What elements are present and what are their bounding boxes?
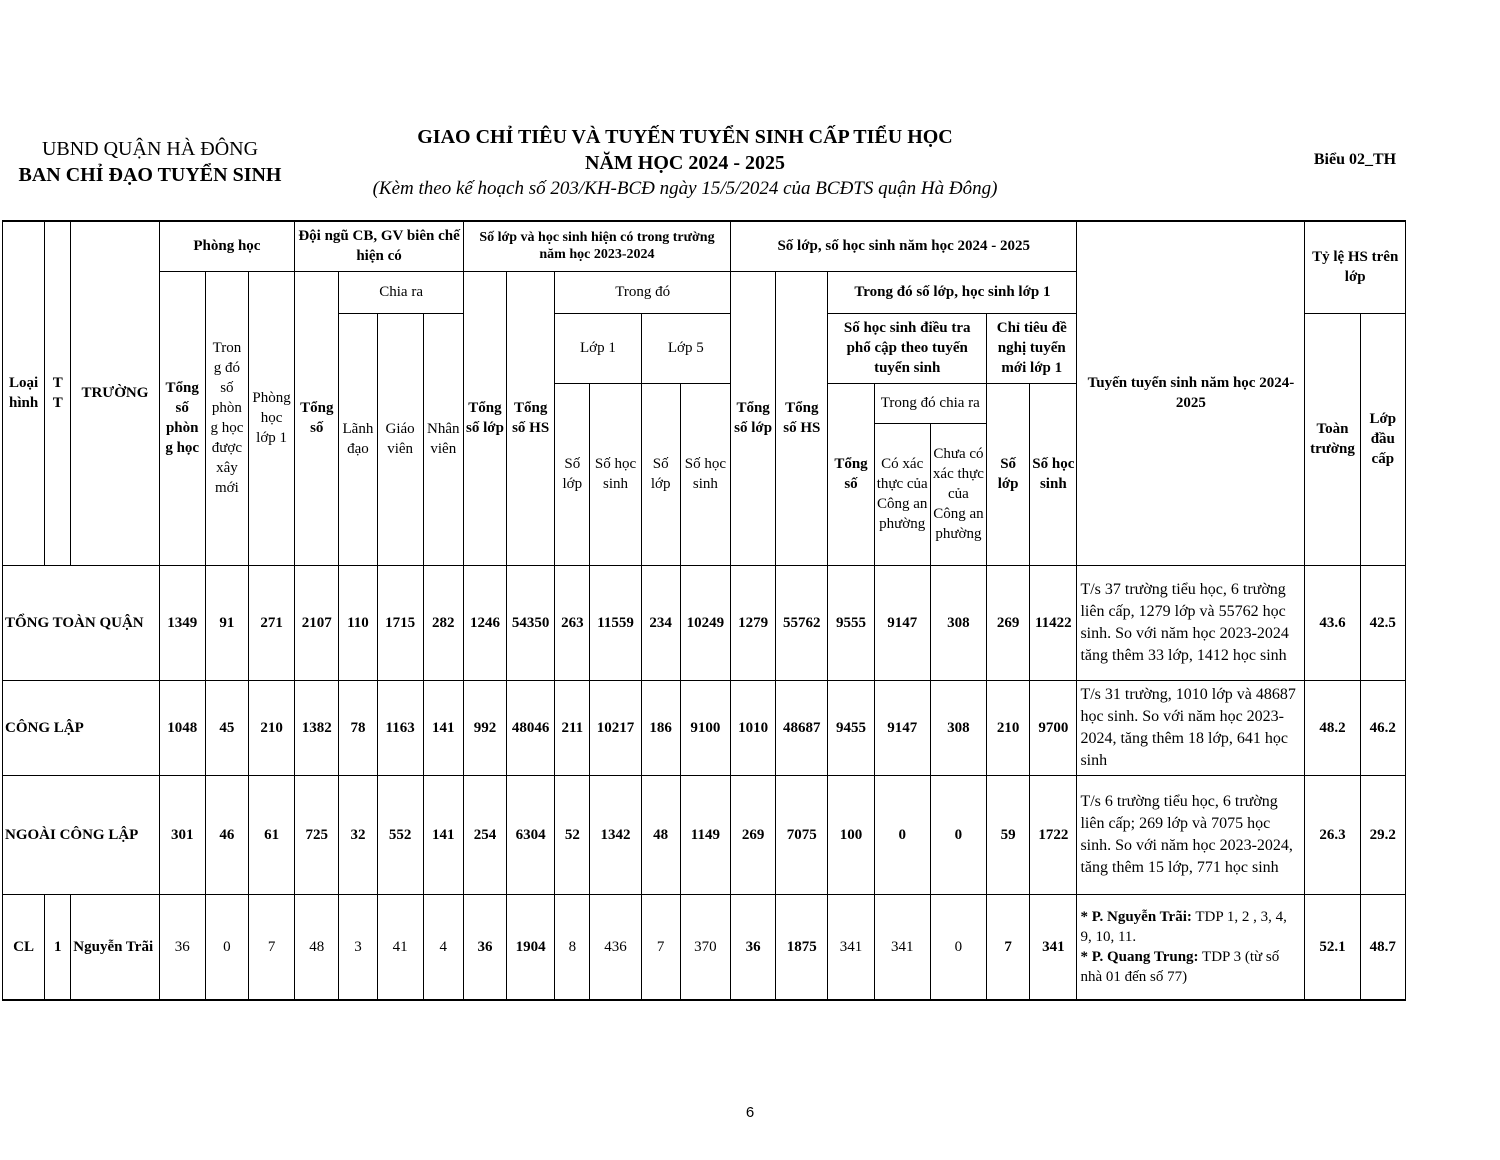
document-title: GIAO CHỈ TIÊU VÀ TUYẾN TUYỂN SINH CẤP TIỂU HỌC	[417, 126, 953, 148]
col-doi-ngu-tong-so: Tổng số	[295, 271, 339, 565]
page-number: 6	[745, 1104, 755, 1121]
col-tt: T T	[45, 221, 71, 565]
col-lanh-dao: Lãnh đạo	[339, 313, 377, 565]
cell: 10217	[590, 680, 641, 775]
col-nam-hoc-moi: Số lớp, số học sinh năm học 2024 - 2025	[731, 221, 1077, 271]
cell: 1163	[377, 680, 423, 775]
cell: 1048	[159, 680, 205, 775]
cell: 370	[680, 894, 730, 1000]
cell: 9100	[680, 680, 730, 775]
cell: 1246	[463, 565, 506, 680]
col-lop1-so-hs: Số học sinh	[590, 383, 641, 565]
cell: 9455	[828, 680, 874, 775]
issuing-organization	[0, 136, 300, 188]
cell: 1279	[731, 565, 776, 680]
cell: 282	[423, 565, 463, 680]
route-2-text: TDP 3 (từ số nhà 01 đến số 77)	[1080, 948, 1280, 985]
school-year-title: NĂM HỌC 2024 - 2025	[585, 152, 785, 174]
route-2-label: * P. Quang Trung:	[1080, 948, 1199, 965]
cell: 48046	[507, 680, 555, 775]
cell: 436	[590, 894, 641, 1000]
school-type: CL	[3, 894, 45, 1000]
cell: 41	[377, 894, 423, 1000]
cell: 7	[641, 894, 680, 1000]
cell: 210	[987, 680, 1030, 775]
cell: 141	[423, 775, 463, 894]
col-trong-do-lop1: Trong đó số lớp, học sinh lớp 1	[828, 271, 1077, 313]
table-row	[3, 680, 1406, 775]
cell: 7	[248, 894, 294, 1000]
col-phong-hoc: Phòng học	[159, 221, 295, 271]
col-doi-ngu: Đội ngũ CB, GV biên chế hiện có	[295, 221, 464, 271]
ratio-cell: 48.7	[1360, 894, 1405, 1000]
col-lop1: Lớp 1	[555, 313, 641, 383]
row-label: CÔNG LẬP	[3, 680, 160, 775]
school-tt: 1	[45, 894, 71, 1000]
cell: 45	[205, 680, 248, 775]
col-lop5-so-hs: Số học sinh	[680, 383, 730, 565]
cell: 100	[828, 775, 874, 894]
cell: 269	[731, 775, 776, 894]
cell: 59	[987, 775, 1030, 894]
cell: 48	[295, 894, 339, 1000]
col-tong-so-lop: Tổng số lớp	[463, 271, 506, 565]
cell: 48	[641, 775, 680, 894]
cell: 46	[205, 775, 248, 894]
cell: 1722	[1030, 775, 1077, 894]
route-line-2	[1080, 947, 1301, 987]
ratio-cell: 42.5	[1360, 565, 1405, 680]
route-1-text: TDP 1, 2 , 3, 4, 9, 10, 11.	[1080, 908, 1287, 945]
school-name: Nguyễn Trãi	[71, 894, 159, 1000]
cell: 1010	[731, 680, 776, 775]
cell: 4	[423, 894, 463, 1000]
cell: 1382	[295, 680, 339, 775]
col-hien-co: Số lớp và học sinh hiện có trong trường năm học 2023-2024	[463, 221, 730, 271]
cell: 36	[159, 894, 205, 1000]
col-lop5: Lớp 5	[641, 313, 730, 383]
document-subtitle: (Kèm theo kế hoạch số 203/KH-BCĐ ngày 15/5/2024 của BCĐTS quận Hà Đông)	[372, 178, 998, 199]
enrollment-table	[2, 220, 1406, 1001]
school-row	[3, 894, 1406, 1000]
col-loai-hinh: Loại hình	[3, 221, 45, 565]
org-line-1: UBND QUẬN HÀ ĐÔNG	[41, 138, 259, 160]
cell: 7075	[776, 775, 828, 894]
cell: 234	[641, 565, 680, 680]
cell: 48687	[776, 680, 828, 775]
form-code: Biểu 02_TH	[1313, 151, 1397, 168]
cell: 110	[339, 565, 377, 680]
col-dieu-tra-tong-so: Tổng số	[828, 383, 874, 565]
document-title-block	[330, 124, 1040, 202]
col-dieu-tra: Số học sinh điều tra phổ cập theo tuyến tuyển sinh	[828, 313, 987, 383]
ratio-cell: 29.2	[1360, 775, 1405, 894]
row-label: NGOÀI CÔNG LẬP	[3, 775, 160, 894]
cell: 725	[295, 775, 339, 894]
cell: 263	[555, 565, 590, 680]
cell: 91	[205, 565, 248, 680]
col-tong-so-phong: Tổng số phòn g học	[159, 271, 205, 565]
cell: 61	[248, 775, 294, 894]
col-tong-so-hs-moi: Tổng số HS	[776, 271, 828, 565]
col-giao-vien: Giáo viên	[377, 313, 423, 565]
cell: 1904	[507, 894, 555, 1000]
table-row	[3, 775, 1406, 894]
col-toan-truong: Toàn trường	[1305, 313, 1360, 565]
col-ct-so-lop: Số lớp	[987, 383, 1030, 565]
cell: 308	[930, 565, 986, 680]
col-truong: TRƯỜNG	[71, 221, 159, 565]
cell: 552	[377, 775, 423, 894]
cell: 54350	[507, 565, 555, 680]
cell: 308	[930, 680, 986, 775]
cell: 9700	[1030, 680, 1077, 775]
route-line-1	[1080, 907, 1301, 947]
cell: 9147	[874, 565, 930, 680]
row-label: TỔNG TOÀN QUẬN	[3, 565, 160, 680]
route-description: T/s 31 trường, 1010 lớp và 48687 học sinh. So với năm học 2023-2024, tăng thêm 18 lớp, 641 học sinh	[1077, 680, 1305, 775]
table-row	[3, 565, 1406, 680]
cell: 9555	[828, 565, 874, 680]
ratio-cell: 26.3	[1305, 775, 1360, 894]
col-trong-do-chia-ra: Trong đó chia ra	[874, 383, 986, 423]
cell: 32	[339, 775, 377, 894]
col-ct-so-hs: Số học sinh	[1030, 383, 1077, 565]
col-lop5-so-lop: Số lớp	[641, 383, 680, 565]
cell: 11559	[590, 565, 641, 680]
col-tuyen: Tuyến tuyển sinh năm học 2024-2025	[1077, 221, 1305, 565]
cell: 1342	[590, 775, 641, 894]
col-chua-xac-thuc: Chưa có xác thực của Công an phường	[930, 423, 986, 565]
col-tong-so-lop-moi: Tổng số lớp	[731, 271, 776, 565]
ratio-cell: 46.2	[1360, 680, 1405, 775]
cell: 7	[987, 894, 1030, 1000]
cell: 992	[463, 680, 506, 775]
school-route	[1077, 894, 1305, 1000]
cell: 301	[159, 775, 205, 894]
col-ty-le: Tỷ lệ HS trên lớp	[1305, 221, 1406, 313]
col-tong-so-hs: Tổng số HS	[507, 271, 555, 565]
col-lop-dau-cap: Lớp đầu cấp	[1360, 313, 1405, 565]
cell: 0	[930, 894, 986, 1000]
cell: 341	[874, 894, 930, 1000]
col-co-xac-thuc: Có xác thực của Công an phường	[874, 423, 930, 565]
cell: 271	[248, 565, 294, 680]
col-nhan-vien: Nhân viên	[423, 313, 463, 565]
cell: 36	[731, 894, 776, 1000]
col-lop1-so-lop: Số lớp	[555, 383, 590, 565]
cell: 10249	[680, 565, 730, 680]
col-trong-do: Trong đó	[555, 271, 731, 313]
cell: 341	[828, 894, 874, 1000]
cell: 1149	[680, 775, 730, 894]
cell: 11422	[1030, 565, 1077, 680]
col-phong-moi: Tron g đó số phòn g học được xây mới	[205, 271, 248, 565]
col-phong-lop1: Phòng học lớp 1	[248, 271, 294, 565]
cell: 210	[248, 680, 294, 775]
cell: 36	[463, 894, 506, 1000]
cell: 0	[930, 775, 986, 894]
ratio-cell: 52.1	[1305, 894, 1360, 1000]
route-description: T/s 6 trường tiểu học, 6 trường liên cấp; 269 lớp và 7075 học sinh. So với năm học 2023-2024, tăng thêm 15 lớp, 771 học sinh	[1077, 775, 1305, 894]
cell: 0	[205, 894, 248, 1000]
cell: 254	[463, 775, 506, 894]
cell: 52	[555, 775, 590, 894]
col-chi-tieu: Chỉ tiêu đề nghị tuyển mới lớp 1	[987, 313, 1077, 383]
route-1-label: * P. Nguyễn Trãi:	[1080, 908, 1192, 925]
ratio-cell: 43.6	[1305, 565, 1360, 680]
cell: 6304	[507, 775, 555, 894]
ratio-cell: 48.2	[1305, 680, 1360, 775]
cell: 341	[1030, 894, 1077, 1000]
route-description: T/s 37 trường tiểu học, 6 trường liên cấp, 1279 lớp và 55762 học sinh. So với năm học 2023-2024 tăng thêm 33 lớp, 1412 học sinh	[1077, 565, 1305, 680]
cell: 2107	[295, 565, 339, 680]
cell: 0	[874, 775, 930, 894]
col-chia-ra: Chia ra	[339, 271, 464, 313]
cell: 8	[555, 894, 590, 1000]
cell: 78	[339, 680, 377, 775]
cell: 55762	[776, 565, 828, 680]
cell: 1349	[159, 565, 205, 680]
cell: 9147	[874, 680, 930, 775]
cell: 186	[641, 680, 680, 775]
cell: 211	[555, 680, 590, 775]
cell: 269	[987, 565, 1030, 680]
cell: 1875	[776, 894, 828, 1000]
cell: 3	[339, 894, 377, 1000]
cell: 141	[423, 680, 463, 775]
cell: 1715	[377, 565, 423, 680]
org-line-2: BAN CHỈ ĐẠO TUYỂN SINH	[18, 164, 282, 186]
